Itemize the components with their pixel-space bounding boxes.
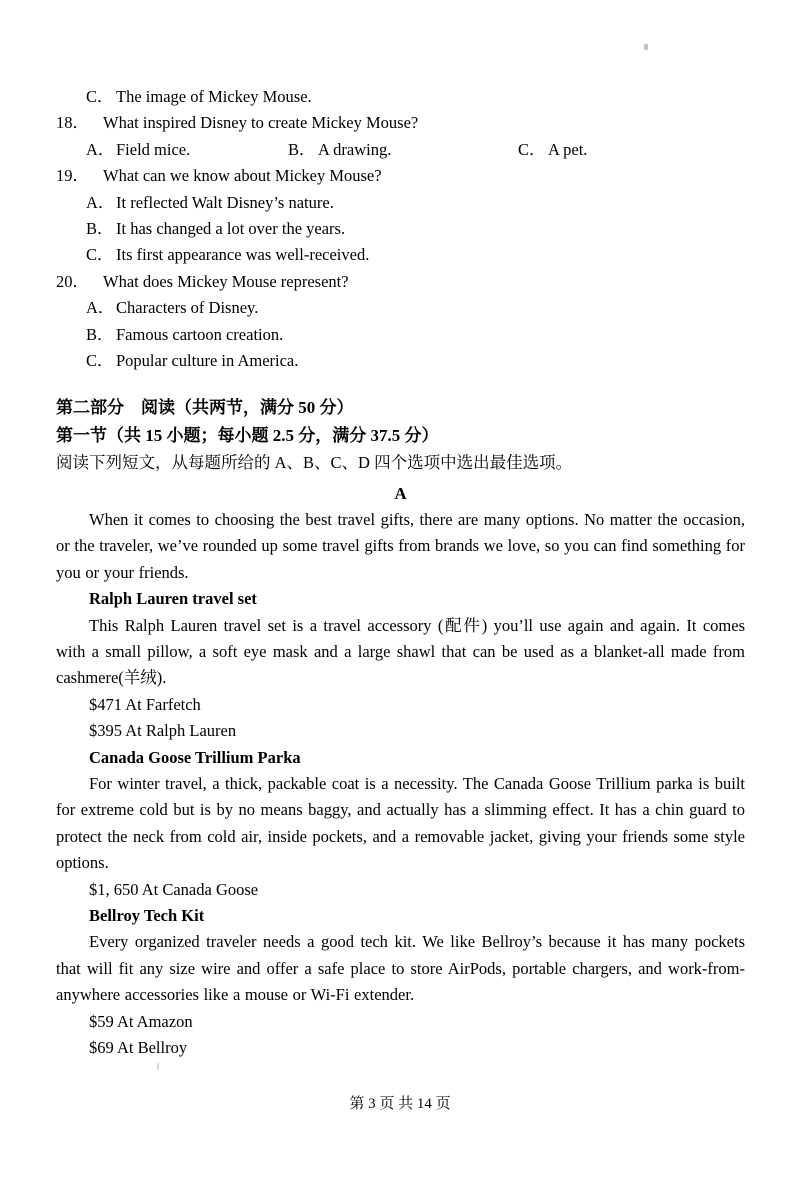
scan-artifact <box>644 44 648 50</box>
price-line: $59 At Amazon <box>89 1011 193 1031</box>
price-line: $471 At Farfetch <box>89 694 201 714</box>
question-18-options-row <box>56 137 745 163</box>
question-stem: What does Mickey Mouse represent? <box>103 271 349 291</box>
question-18-option-c <box>518 137 587 163</box>
product-heading-ralph-lauren: Ralph Lauren travel set <box>89 589 257 609</box>
question-number: 19． <box>56 166 89 186</box>
question-stem: What inspired Disney to create Mickey Mouse? <box>103 113 419 133</box>
option-text: Its first appearance was well-received. <box>116 245 370 265</box>
listening-questions-block <box>56 84 745 374</box>
option-label: B． <box>86 219 114 239</box>
question-19-option-b <box>56 216 745 242</box>
option-text: Field mice. <box>116 139 191 159</box>
option-label: A． <box>86 298 115 318</box>
option-text: Famous cartoon creation. <box>116 324 284 344</box>
question-20-option-a <box>56 295 745 321</box>
option-text: A drawing. <box>318 139 392 159</box>
page-number-footer: 第 3 页 共 14 页 <box>349 1096 451 1112</box>
reading-instructions: 阅读下列短文，从每题所给的 A、B、C、D 四个选项中选出最佳选项。 <box>56 453 573 473</box>
option-label: C． <box>86 87 114 106</box>
price-line: $395 At Ralph Lauren <box>89 721 237 741</box>
option-label: B． <box>86 324 114 344</box>
page-content <box>56 84 745 1062</box>
option-text: Popular culture in America. <box>116 351 299 371</box>
question-18-option-b <box>288 137 518 163</box>
price-line: $1, 650 At Canada Goose <box>89 879 259 899</box>
product-description-bellroy: Every organized traveler needs a good tech kit. We like Bellroy’s because it has many pockets that will fit any size wire and offer a safe place to store AirPods, portable chargers, and work-from-anywhere accessories like a mouse or Wi-Fi extender. <box>56 932 745 1005</box>
option-text: A pet. <box>548 139 588 159</box>
product-description-canada-goose: For winter travel, a thick, packable coat is a necessity. The Canada Goose Trillium parka is built for extreme cold but is by no means baggy, and actually has a slimming effect. It has a chin guard to protect the neck from cold air, inside pockets, and a removable jacket, giving your friends some style options. <box>56 774 745 873</box>
question-19-option-a <box>56 190 745 216</box>
question-number: 18． <box>56 113 89 133</box>
question-20-option-c <box>56 348 745 374</box>
option-label: A． <box>86 192 115 212</box>
passage-a-label: A <box>394 483 407 503</box>
product-heading-canada-goose: Canada Goose Trillium Parka <box>89 747 301 767</box>
option-text: It has changed a lot over the years. <box>116 219 346 239</box>
question-18-option-a <box>86 137 288 163</box>
question-18 <box>56 110 745 136</box>
option-label: A． <box>86 139 115 159</box>
question-17-option-c <box>56 84 745 110</box>
part-two-heading: 第二部分 阅读（共两节，满分 50 分） <box>56 398 354 418</box>
option-label: C． <box>518 139 546 159</box>
reading-section-headings <box>56 394 745 477</box>
question-20 <box>56 269 745 295</box>
scan-artifact <box>157 1063 159 1070</box>
option-label: C． <box>86 351 114 371</box>
question-stem: What can we know about Mickey Mouse? <box>103 166 382 186</box>
section-one-heading: 第一节（共 15 小题；每小题 2.5 分，满分 37.5 分） <box>56 425 439 445</box>
question-19-option-c <box>56 242 745 268</box>
passage-intro-paragraph: When it comes to choosing the best travel gifts, there are many options. No matter the occasion, or the traveler, we’ve rounded up some travel gifts from brands we love, so you can find something for you or your friends. <box>56 509 745 582</box>
option-text: It reflected Walt Disney’s nature. <box>116 192 334 212</box>
option-text: The image of Mickey Mouse. <box>116 87 312 106</box>
question-19 <box>56 163 745 189</box>
option-label: C． <box>86 245 114 265</box>
question-number: 20． <box>56 271 89 291</box>
option-text: Characters of Disney. <box>116 298 259 318</box>
option-label: B． <box>288 139 316 159</box>
question-20-option-b <box>56 322 745 348</box>
product-description-ralph-lauren: This Ralph Lauren travel set is a travel accessory (配件) you’ll use again and again. It comes with a small pillow, a soft eye mask and a large shawl that can be used as a blanket-all made from cashmere(羊绒). <box>56 615 745 688</box>
price-line: $69 At Bellroy <box>89 1038 188 1058</box>
product-heading-bellroy: Bellroy Tech Kit <box>89 906 205 926</box>
